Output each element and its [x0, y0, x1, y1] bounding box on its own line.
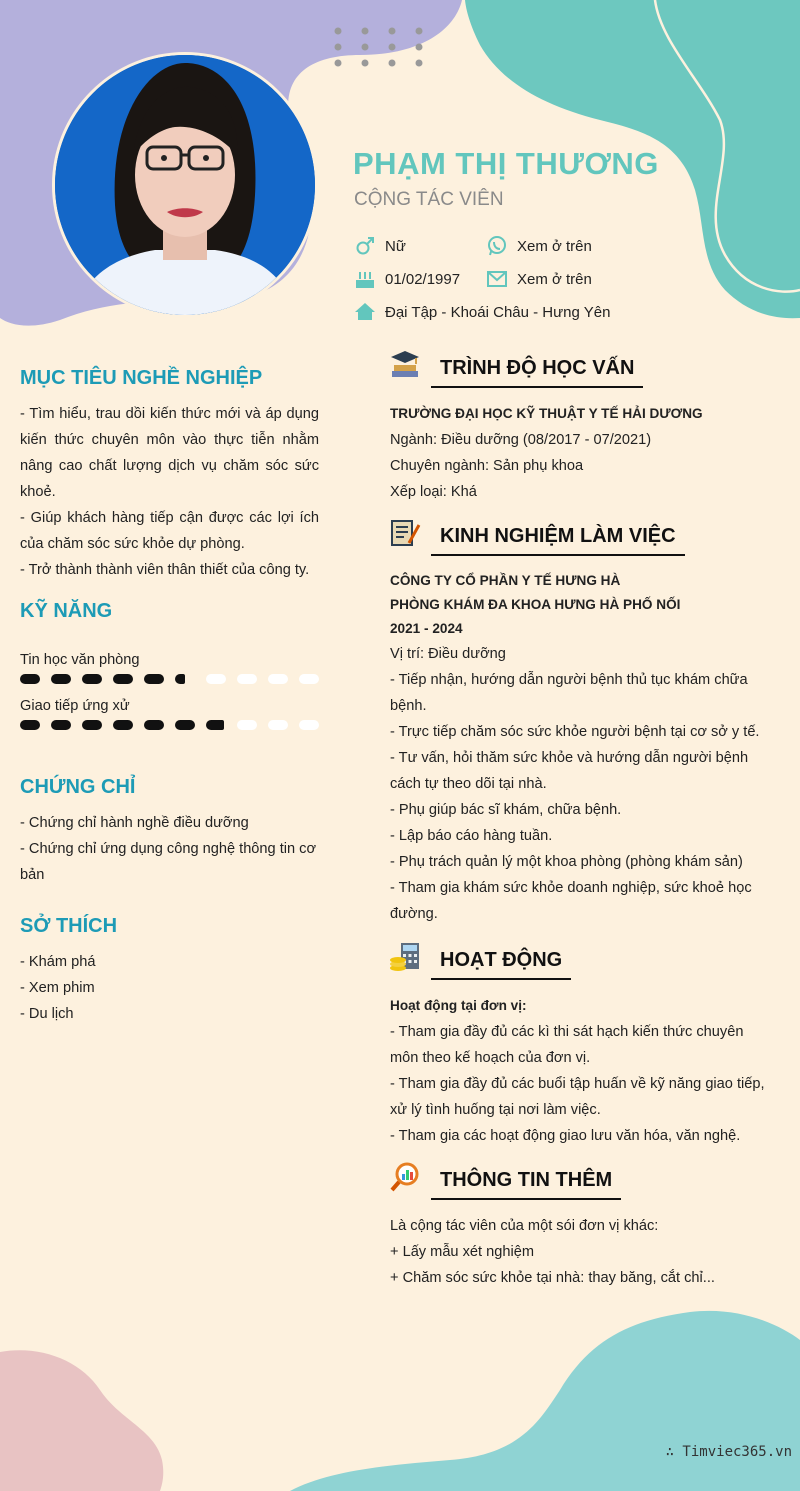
skill-segment	[20, 674, 40, 684]
skills-heading: KỸ NĂNG	[20, 600, 113, 622]
certificate-item: - Chứng chỉ hành nghề điều dưỡng	[20, 815, 249, 831]
extra-info-details	[390, 1213, 770, 1291]
skill-segment	[237, 720, 257, 730]
skill-segment	[113, 720, 133, 730]
activity-line: - Tham gia các hoạt động giao lưu văn hóa, văn nghệ.	[390, 1128, 741, 1144]
skill-segment	[237, 674, 257, 684]
experience-line: - Trực tiếp chăm sóc sức khỏe người bệnh tại cơ sở y tế.	[390, 724, 760, 740]
skill-segment	[206, 720, 224, 730]
skill-segment	[51, 674, 71, 684]
watermark: ∴ Timviec365.vn	[665, 1444, 792, 1460]
phone-icon	[486, 235, 508, 257]
clinic-name: PHÒNG KHÁM ĐA KHOA HƯNG HÀ PHỐ NỐI	[390, 597, 681, 612]
skill-segment	[82, 674, 102, 684]
school-name: TRƯỜNG ĐẠI HỌC KỸ THUẬT Y TẾ HẢI DƯƠNG	[390, 406, 703, 421]
graduation-books-icon	[389, 349, 421, 381]
skill-segment	[268, 720, 288, 730]
extra-info-line: + Lấy mẫu xét nghiệm	[390, 1244, 534, 1260]
activity-line: - Tham gia đầy đủ các kì thi sát hạch kiến thức chuyên môn theo kế hoạch của đơn vị.	[390, 1024, 744, 1066]
experience-line: - Phụ trách quản lý một khoa phòng (phòng khám sản)	[390, 854, 743, 870]
skill-label: Tin học văn phòng	[20, 652, 140, 668]
extra-info-heading: THÔNG TIN THÊM	[431, 1169, 621, 1200]
certificates-heading: CHỨNG CHỈ	[20, 776, 136, 798]
extra-info-line: Là cộng tác viên của một sói đơn vị khác:	[390, 1218, 659, 1234]
experience-line: - Phụ giúp bác sĩ khám, chữa bệnh.	[390, 802, 622, 818]
skill-segment	[51, 720, 71, 730]
calculator-coins-icon	[389, 941, 421, 973]
education-details	[390, 401, 770, 505]
job-title: CỘNG TÁC VIÊN	[354, 189, 504, 210]
education-line: Ngành: Điều dưỡng (08/2017 - 07/2021)	[390, 432, 652, 448]
activities-heading: HOẠT ĐỘNG	[431, 949, 571, 980]
objective-line: - Tìm hiểu, trau dồi kiến thức mới và áp dụng kiến thức chuyên môn vào thực tiễn nhằm nâng cao chất lượng dịch vụ chăm sóc sức khoẻ.	[20, 406, 319, 500]
skill-segment	[268, 674, 288, 684]
certificate-item: - Chứng chỉ ứng dụng công nghệ thông tin cơ bản	[20, 841, 317, 883]
experience-line: - Tư vấn, hỏi thăm sức khỏe và hướng dẫn người bệnh cách tự theo dõi tại nhà.	[390, 750, 749, 792]
education-heading: TRÌNH ĐỘ HỌC VẤN	[431, 357, 643, 388]
experience-details	[390, 641, 770, 927]
skill-segment	[20, 720, 40, 730]
hobby-item: - Xem phim	[20, 980, 95, 996]
avatar	[52, 52, 318, 318]
gender-icon	[354, 235, 376, 257]
skill-level-bar	[20, 720, 320, 730]
education-line: Xếp loại: Khá	[390, 484, 477, 500]
skill-segment	[144, 720, 164, 730]
work-period: 2021 - 2024	[390, 621, 463, 636]
skill-segment	[144, 674, 164, 684]
objective-line: - Trở thành thành viên thân thiết của công ty.	[20, 562, 310, 578]
hobby-item: - Khám phá	[20, 954, 96, 970]
birthday-cake-icon	[354, 268, 376, 290]
hobbies-list	[20, 949, 320, 1027]
dob-value: 01/02/1997	[385, 271, 461, 288]
phone-value: Xem ở trên	[517, 238, 592, 255]
skill-segment	[175, 720, 195, 730]
skill-segment	[82, 720, 102, 730]
gender-value: Nữ	[385, 238, 406, 255]
email-icon	[486, 268, 508, 290]
activity-line: - Tham gia đầy đủ các buổi tập huấn về kỹ năng giao tiếp, xử lý tình huống tại nơi làm việc.	[390, 1076, 765, 1118]
objective-heading: MỤC TIÊU NGHỀ NGHIỆP	[20, 367, 263, 389]
candidate-name: PHẠM THỊ THƯƠNG	[353, 146, 659, 181]
skill-segment	[206, 674, 226, 684]
address-value: Đại Tập - Khoái Châu - Hưng Yên	[385, 304, 611, 321]
experience-line: - Tiếp nhận, hướng dẫn người bệnh thủ tục khám chữa bệnh.	[390, 672, 748, 714]
skill-segment	[175, 674, 185, 684]
extra-info-line: + Chăm sóc sức khỏe tại nhà: thay băng, cắt chỉ...	[390, 1270, 715, 1286]
home-icon	[354, 301, 376, 323]
hobbies-heading: SỞ THÍCH	[20, 915, 118, 937]
email-value: Xem ở trên	[517, 271, 592, 288]
skill-segment	[299, 674, 319, 684]
experience-line: - Tham gia khám sức khỏe doanh nghiệp, sức khoẻ học đường.	[390, 880, 752, 922]
skill-segment	[299, 720, 319, 730]
activities-subtitle: Hoạt động tại đơn vị:	[390, 998, 527, 1013]
company-name: CÔNG TY CỔ PHẦN Y TẾ HƯNG HÀ	[390, 573, 621, 588]
certificates-list	[20, 810, 325, 888]
objective-line: - Giúp khách hàng tiếp cận được các lợi ích của chăm sóc sức khỏe dự phòng.	[20, 510, 319, 552]
skill-level-bar	[20, 674, 320, 684]
education-line: Chuyên ngành: Sản phụ khoa	[390, 458, 584, 474]
activities-details	[390, 993, 770, 1149]
experience-heading: KINH NGHIỆM LÀM VIỆC	[431, 525, 685, 556]
experience-line: Vị trí: Điều dưỡng	[390, 646, 506, 662]
objective-text	[20, 401, 319, 583]
experience-company-block	[390, 569, 770, 641]
skill-label: Giao tiếp ứng xử	[20, 698, 130, 714]
skill-segment	[113, 674, 133, 684]
work-clipboard-icon	[389, 517, 421, 549]
hobby-item: - Du lịch	[20, 1006, 74, 1022]
experience-line: - Lập báo cáo hàng tuần.	[390, 828, 553, 844]
magnifier-chart-icon	[389, 1161, 421, 1193]
